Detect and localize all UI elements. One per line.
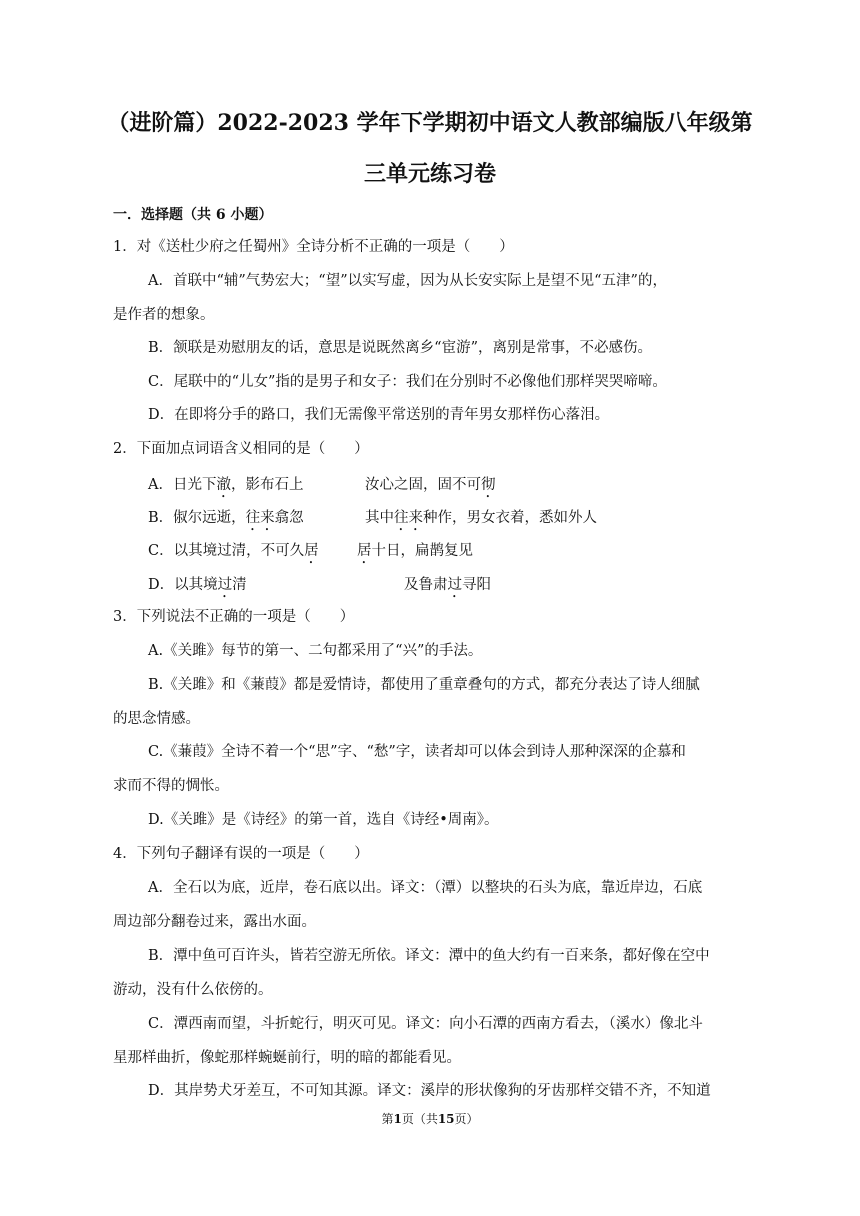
q4-option-b-cont: 游动，没有什么依傍的。 [113, 982, 273, 998]
q1-option-b: B．颔联是劝慰朋友的话，意思是说既然离乡“宦游”，离别是常事，不必感伤。 [148, 340, 652, 356]
q2-option-c-right: 居十日，扁鹊复见 [357, 543, 473, 559]
q4-option-c-cont: 星那样曲折，像蛇那样蜿蜒前行，明的暗的都能看见。 [113, 1050, 461, 1066]
q2-option-b-right: 其中往来种作，男女衣着，悉如外人 [365, 510, 597, 526]
q1-option-a: A．首联中“辅”气势宏大；“望”以实写虚，因为从长安实际上是望不见“五津”的， [148, 273, 667, 289]
q2-option-a-right: 汝心之固，固不可彻 [365, 477, 496, 493]
page-number: 1 [393, 1112, 402, 1126]
q2-option-a-left: A．日光下澈，影布石上 [148, 477, 304, 493]
q1-option-a-cont: 是作者的想象。 [113, 307, 215, 323]
q3-option-c-cont: 求而不得的惆怅。 [113, 778, 229, 794]
q3-option-b-cont: 的思念情感。 [113, 711, 200, 727]
q3-option-a: A.《关雎》每节的第一、二句都采用了“兴”的手法。 [148, 643, 483, 659]
q4-option-a: A．全石以为底，近岸，卷石底以出。译文：（潭）以整块的石头为底，靠近岸边，石底 [148, 880, 703, 896]
q2-option-c-left: C．以其境过清，不可久居 [148, 543, 319, 559]
q4-option-b: B．潭中鱼可百许头，皆若空游无所依。译文：潭中的鱼大约有一百来条，都好像在空中 [148, 948, 710, 964]
total-pages: 15 [437, 1112, 455, 1126]
q1-option-d: D．在即将分手的路口，我们无需像平常送别的青年男女那样伤心落泪。 [148, 407, 610, 423]
q2-stem: 2．下面加点词语含义相同的是（ ） [113, 441, 369, 457]
q2-option-d-right: 及鲁肃过寻阳 [404, 577, 491, 593]
q3-option-c: C.《蒹葭》全诗不着一个“思”字、“愁”字，读者却可以体会到诗人那种深深的企慕和 [148, 744, 686, 760]
q3-option-d: D.《关雎》是《诗经》的第一首，选自《诗经•周南》。 [148, 812, 499, 828]
q3-option-b: B.《关雎》和《蒹葭》都是爱情诗，都使用了重章叠句的方式，都充分表达了诗人细腻 [148, 677, 700, 693]
q4-stem: 4．下列句子翻译有误的一项是（ ） [113, 846, 369, 862]
page-title-line-1: （进阶篇）2022-2023 学年下学期初中语文人教部编版八年级第 [107, 110, 753, 136]
q1-stem: 1．对《送杜少府之任蜀州》全诗分析不正确的一项是（ ） [113, 239, 514, 255]
section-heading: 一．选择题（共 6 小题） [113, 207, 273, 223]
q4-option-c: C．潭西南而望，斗折蛇行，明灭可见。译文：向小石潭的西南方看去，（溪水）像北斗 [148, 1016, 703, 1032]
q2-option-d-left: D．以其境过清 [148, 577, 247, 593]
q4-option-a-cont: 周边部分翻卷过来，露出水面。 [113, 914, 316, 930]
q1-option-c: C．尾联中的“儿女”指的是男子和女子：我们在分别时不必像他们那样哭哭啼啼。 [148, 374, 667, 390]
page-title-line-2: 三单元练习卷 [363, 161, 496, 187]
page-footer: 第1页（共15页） [381, 1112, 479, 1126]
q3-stem: 3．下列说法不正确的一项是（ ） [113, 609, 355, 625]
q4-option-d: D．其岸势犬牙差互，不可知其源。译文：溪岸的形状像狗的牙齿那样交错不齐，不知道 [148, 1083, 711, 1099]
q2-option-b-left: B．俶尔远逝，往来翕忽 [148, 510, 304, 526]
